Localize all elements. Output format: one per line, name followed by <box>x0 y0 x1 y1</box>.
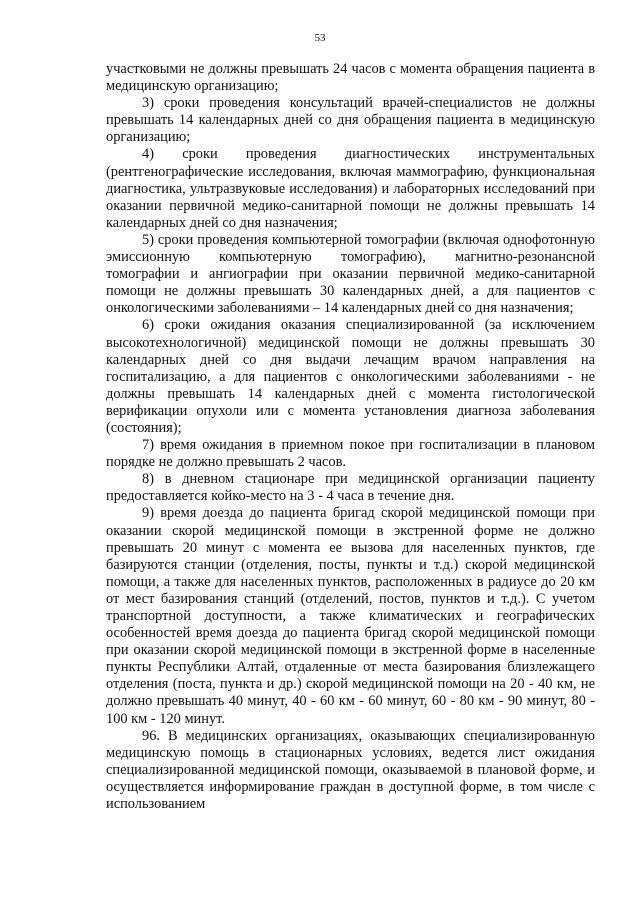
page-number: 53 <box>314 32 326 44</box>
document-body <box>106 61 595 813</box>
paragraph-item-8: 8) в дневном стационаре при медицинской организации пациенту предоставляется койко-место на 3 - 4 часа в течение дня. <box>106 471 595 505</box>
paragraph-item-5: 5) сроки проведения компьютерной томографии (включая однофотонную эмиссионную компьютерную томографию), магнитно-резонансной томографии и ангиографии при оказании первичной медико-санитарной помощи не должны превышать 30 календарных дней, а для пациентов с онкологическими заболеваниями – 14 календарных дней со дня назначения; <box>106 231 595 317</box>
paragraph-continuation: участковыми не должны превышать 24 часов с момента обращения пациента в медицинскую организацию; <box>106 61 595 95</box>
paragraph-item-7: 7) время ожидания в приемном покое при госпитализации в плановом порядке не должно превышать 2 часов. <box>106 437 595 471</box>
paragraph-item-3: 3) сроки проведения консультаций врачей-специалистов не должны превышать 14 календарных дней со дня обращения пациента в медицинскую организацию; <box>106 95 595 146</box>
paragraph-item-96: 96. В медицинских организациях, оказывающих специализированную медицинскую помощь в стационарных условиях, ведется лист ожидания специализированной медицинской помощи, оказываемой в плановой форме, и осуществляется информирование граждан в доступной форме, в том числе с использованием <box>106 727 595 813</box>
paragraph-item-6: 6) сроки ожидания оказания специализированной (за исключением высокотехнологичной) медицинской помощи не должны превышать 30 календарных дней со дня выдачи лечащим врачом направления на госпитализацию, а для пациентов с онкологическими заболеваниями - не должны превышать 14 календарных дней с момента гистологической верификации опухоли или с момента установления диагноза заболевания (состояния); <box>106 317 595 436</box>
paragraph-item-9: 9) время доезда до пациента бригад скорой медицинской помощи при оказании скорой медицинской помощи в экстренной форме не должно превышать 20 минут с момента ее вызова для населенных пунктов, где базируются станции (отделения, посты, пункты и т.д.) скорой медицинской помощи, а также для населенных пунктов, расположенных в радиусе до 20 км от мест базирования станций (отделений, постов, пунктов и т.д.). С учетом транспортной доступности, а также климатических и географических особенностей время доезда до пациента бригад скорой медицинской помощи при оказании скорой медицинской помощи в экстренной форме в населенные пункты Республики Алтай, отдаленные от места базирования близлежащего отделения (поста, пункта и др.) скорой медицинской помощи на 20 - 40 км, не должно превышать 40 минут, 40 - 60 км - 60 минут, 60 - 80 км - 90 минут, 80 - 100 км - 120 минут. <box>106 505 595 727</box>
paragraph-item-4: 4) сроки проведения диагностических инструментальных (рентгенографические исследования, включая маммографию, функциональная диагностика, ультразвуковые исследования) и лабораторных исследований при оказании первичной медико-санитарной помощи не должны превышать 14 календарных дней со дня назначения; <box>106 146 595 231</box>
